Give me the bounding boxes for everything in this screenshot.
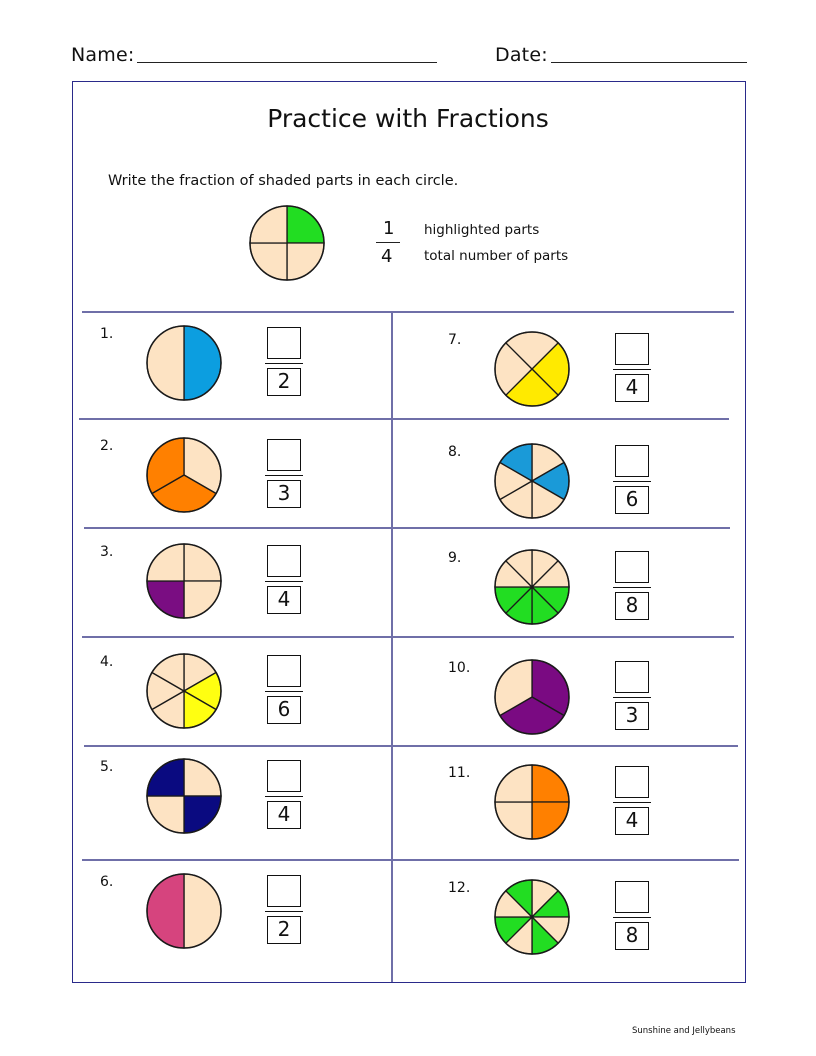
problem-number: 2. xyxy=(100,438,114,454)
instructions: Write the fraction of shaded parts in each circle. xyxy=(108,173,459,189)
unshaded-slice xyxy=(147,326,184,400)
denominator-box: 6 xyxy=(267,696,301,724)
problem-number: 9. xyxy=(448,550,462,566)
numerator-answer-box[interactable] xyxy=(267,655,301,687)
fraction-bar xyxy=(613,587,651,588)
date-line[interactable] xyxy=(551,62,747,63)
denominator-box: 3 xyxy=(615,702,649,730)
denominator-box: 4 xyxy=(267,801,301,829)
problem-number: 7. xyxy=(448,332,462,348)
fraction-bar xyxy=(265,796,303,797)
denominator-box: 8 xyxy=(615,592,649,620)
denominator-box: 4 xyxy=(615,807,649,835)
worksheet-frame xyxy=(72,81,746,983)
fraction-pie xyxy=(144,435,224,515)
row-divider xyxy=(79,418,729,420)
fraction-pie xyxy=(492,657,572,737)
numerator-answer-box[interactable] xyxy=(615,661,649,693)
name-label: Name: xyxy=(71,44,135,66)
fraction-pie xyxy=(492,441,572,521)
denominator-box: 4 xyxy=(615,374,649,402)
row-divider xyxy=(82,859,739,861)
fraction-bar xyxy=(613,369,651,370)
footer-credit: Sunshine and Jellybeans xyxy=(632,1026,736,1036)
fraction-bar xyxy=(265,691,303,692)
example-pie xyxy=(247,203,327,283)
numerator-answer-box[interactable] xyxy=(615,881,649,913)
fraction-bar xyxy=(265,581,303,582)
fraction-pie xyxy=(492,547,572,627)
problem-number: 12. xyxy=(448,880,471,896)
numerator-answer-box[interactable] xyxy=(615,766,649,798)
name-line[interactable] xyxy=(137,62,437,63)
denominator-box: 6 xyxy=(615,486,649,514)
fraction-pie xyxy=(144,651,224,731)
problem-number: 5. xyxy=(100,759,114,775)
problem-number: 3. xyxy=(100,544,114,560)
date-label: Date: xyxy=(495,44,548,66)
denominator-box: 3 xyxy=(267,480,301,508)
numerator-answer-box[interactable] xyxy=(267,760,301,792)
fraction-pie xyxy=(492,877,572,957)
fraction-bar xyxy=(613,697,651,698)
denominator-box: 2 xyxy=(267,916,301,944)
row-divider xyxy=(84,745,738,747)
problem-number: 4. xyxy=(100,654,114,670)
numerator-answer-box[interactable] xyxy=(267,327,301,359)
fraction-pie xyxy=(492,762,572,842)
fraction-bar xyxy=(613,481,651,482)
fraction-pie xyxy=(492,329,572,409)
fraction-bar xyxy=(613,802,651,803)
fraction-bar xyxy=(265,475,303,476)
row-divider xyxy=(84,527,730,529)
example-numerator-label: highlighted parts xyxy=(424,222,540,238)
shaded-slice xyxy=(147,874,184,948)
fraction-pie xyxy=(144,871,224,951)
unshaded-slice xyxy=(184,874,221,948)
numerator-answer-box[interactable] xyxy=(615,445,649,477)
fraction-pie xyxy=(144,541,224,621)
problem-number: 10. xyxy=(448,660,471,676)
numerator-answer-box[interactable] xyxy=(615,551,649,583)
problem-number: 6. xyxy=(100,874,114,890)
fraction-bar xyxy=(265,911,303,912)
numerator-answer-box[interactable] xyxy=(267,545,301,577)
example-fraction-bar xyxy=(376,242,400,243)
problem-number: 8. xyxy=(448,444,462,460)
fraction-bar xyxy=(613,917,651,918)
example-numerator: 1 xyxy=(383,218,395,239)
fraction-bar xyxy=(265,363,303,364)
shaded-slice xyxy=(184,326,221,400)
row-divider xyxy=(82,311,734,313)
denominator-box: 2 xyxy=(267,368,301,396)
page-title: Practice with Fractions xyxy=(267,104,549,133)
column-divider xyxy=(391,311,393,982)
numerator-answer-box[interactable] xyxy=(615,333,649,365)
denominator-box: 4 xyxy=(267,586,301,614)
example-denominator: 4 xyxy=(381,246,393,267)
fraction-pie xyxy=(144,756,224,836)
row-divider xyxy=(82,636,734,638)
example-denominator-label: total number of parts xyxy=(424,248,569,264)
numerator-answer-box[interactable] xyxy=(267,439,301,471)
problem-number: 11. xyxy=(448,765,471,781)
numerator-answer-box[interactable] xyxy=(267,875,301,907)
fraction-pie xyxy=(144,323,224,403)
denominator-box: 8 xyxy=(615,922,649,950)
problem-number: 1. xyxy=(100,326,114,342)
